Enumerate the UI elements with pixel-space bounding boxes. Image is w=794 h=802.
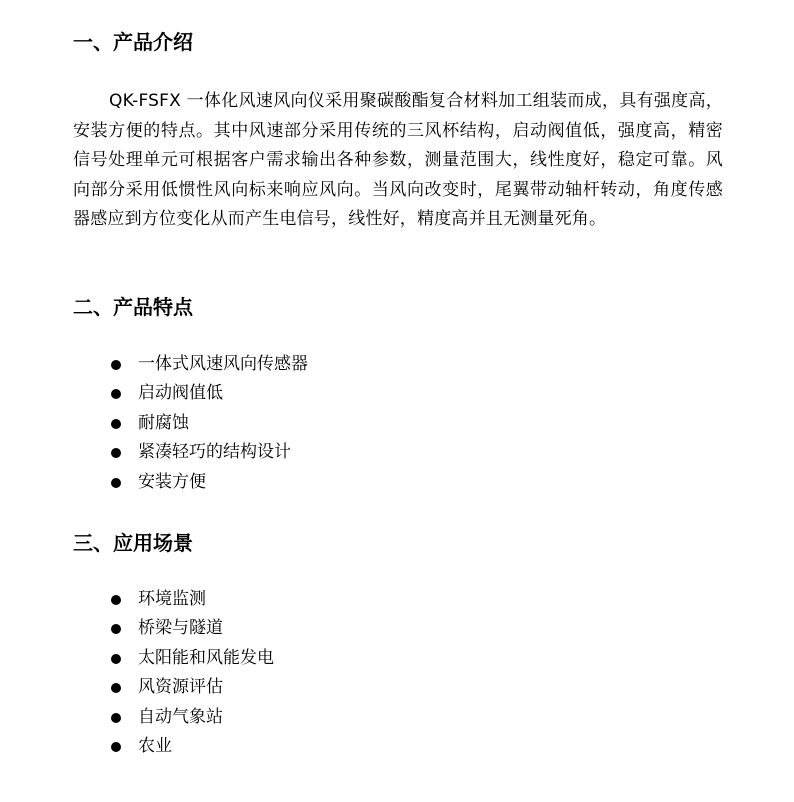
list-item-text: 耐腐蚀 [138,412,189,433]
list-item-text: 一体式风速风向传感器 [138,354,308,374]
bullet-icon [111,742,121,752]
list-item [73,703,274,732]
list-item-text: 启动阀值低 [138,383,223,404]
section-heading-intro: 一、产品介绍 [73,30,193,54]
section-heading-features: 二、产品特点 [73,295,193,319]
list-item [73,614,274,643]
section-heading-applications: 三、应用场景 [73,531,193,555]
applications-list [73,585,274,761]
list-item-text: 自动气象站 [138,706,223,727]
bullet-icon [111,713,121,723]
list-item [73,409,308,438]
bullet-icon [111,360,121,370]
bullet-icon [111,624,121,634]
bullet-icon [111,419,121,429]
list-item-text: 安装方便 [138,471,206,492]
list-item [73,350,308,379]
list-item [73,732,274,761]
list-item [73,379,308,408]
list-item-text: 桥梁与隧道 [138,618,223,639]
bullet-icon [111,448,121,458]
bullet-icon [111,595,121,605]
list-item-text: 风资源评估 [138,677,223,698]
bullet-icon [111,654,121,664]
intro-paragraph: QK-FSFX 一体化风速风向仪采用聚碳酸酯复合材料加工组装而成，具有强度高，安装方便的特点。其中风速部分采用传统的三风杯结构，启动阀值低，强度高，精密信号处理单元可根据客户需求输出各种参数，测量范围大，线性度好，稳定可靠。风向部分采用低惯性风向标来响应风向。当风向改变时，尾翼带动轴杆转动，角度传感器感应到方位变化从而产生电信号，线性好，精度高并且无测量死角。 [73,91,723,229]
list-item-text: 紧凑轻巧的结构设计 [138,442,291,463]
list-item [73,468,308,497]
list-item [73,438,308,467]
list-item [73,585,274,614]
bullet-icon [111,683,121,693]
features-list [73,350,308,497]
list-item [73,673,274,702]
bullet-icon [111,389,121,399]
list-item-text: 农业 [138,735,172,756]
bullet-icon [111,478,121,488]
list-item-text: 太阳能和风能发电 [138,647,274,668]
list-item [73,644,274,673]
list-item-text: 环境监测 [138,589,206,609]
